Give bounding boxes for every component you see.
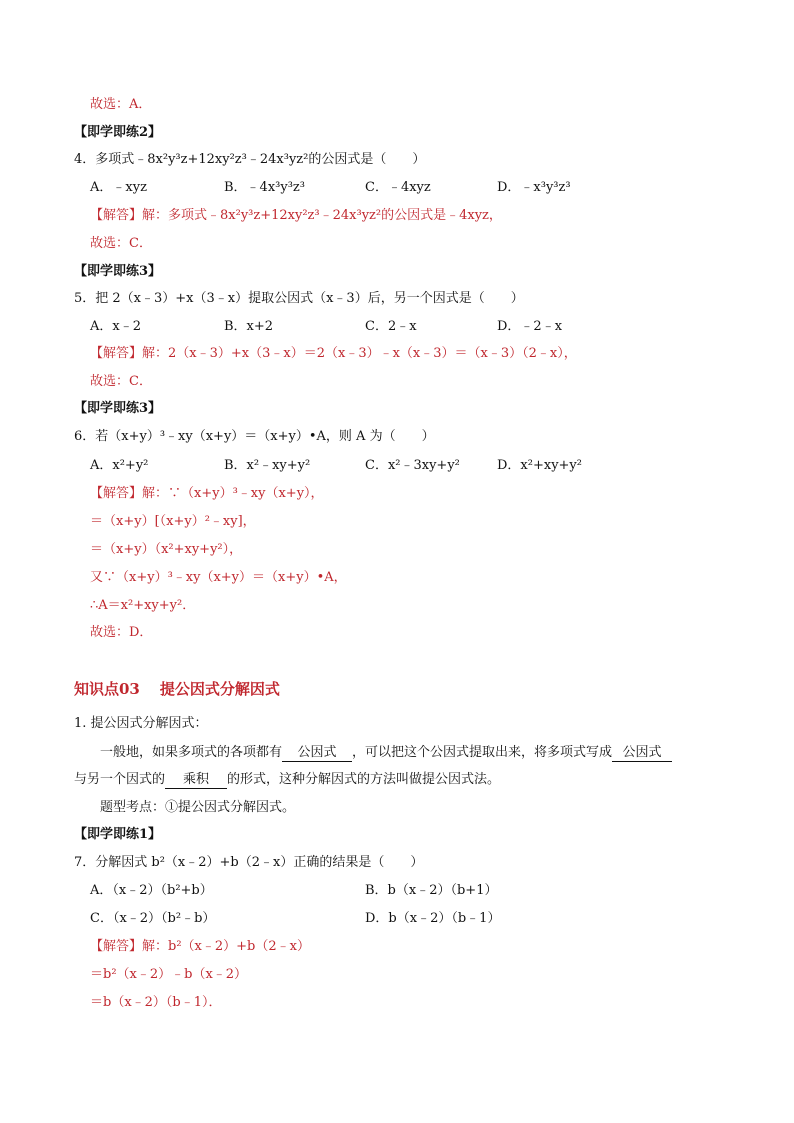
knowledge-text: 一般地，如果多项式的各项都有 [100,745,283,760]
practice-label: 【即学即练3】 [74,401,162,416]
question-7: 7．分解因式 b²（x﹣2）+b（2﹣x）正确的结果是（ ） [74,855,424,870]
knowledge-line-4: 题型考点：①提公因式分解因式。 [100,800,296,815]
knowledge-text: 与另一个因式的 [74,772,166,787]
line-choice-1 [90,96,151,114]
answer-7-line-3: ＝b（x﹣2）（b﹣1）． [90,995,222,1010]
q4-option-a: A．﹣xyz [90,180,147,195]
answer-5-choice [90,373,152,391]
answer-6-line-1 [90,485,324,503]
q5-option-b: B．x+2 [224,319,274,334]
choice-text: 故选：C． [90,374,152,389]
knowledge-line-2 [100,744,672,762]
knowledge-text: 的形式，这种分解因式的方法叫做提公因式法。 [227,772,501,787]
q7-option-a: A．（x﹣2）（b²+b） [90,883,213,898]
answer-7-line-2: ＝b²（x﹣2）﹣b（x﹣2） [90,967,248,982]
answer-tag: 【解答】 [90,939,143,954]
knowledge-line-3 [74,771,500,789]
answer-tag: 【解答】 [90,208,143,223]
blank-common-factor: 公因式 [282,745,352,762]
question-4: 4．多项式﹣8x²y³z+12xy²z³﹣24x³yz²的公因式是（ ） [74,152,426,167]
answer-6-line-4: 又∵（x+y）³﹣xy（x+y）＝（x+y）•A， [90,570,347,585]
answer-text: 解：多项式﹣8x²y³z+12xy²z³﹣24x³yz²的公因式是﹣4xyz， [142,208,502,223]
blank-common-factor-2: 公因式 [612,745,672,762]
answer-tag: 【解答】 [90,486,143,501]
q7-option-b: B．b（x﹣2）（b+1） [365,883,498,898]
q5-option-a: A．x﹣2 [90,319,141,334]
choice-text: 故选：C． [90,236,152,251]
practice-label: 【即学即练1】 [74,827,162,842]
knowledge-item-1: 1. 提公因式分解因式： [74,716,208,731]
answer-6-choice [90,624,152,642]
q6-option-b: B．x²﹣xy+y² [224,458,311,473]
section-number: 知识点03 [74,680,140,698]
practice-label: 【即学即练2】 [74,125,162,140]
question-5: 5．把 2（x﹣3）+x（3﹣x）提取公因式（x﹣3）后，另一个因式是（ ） [74,291,524,306]
question-6: 6．若（x+y）³﹣xy（x+y）＝（x+y）•A，则 A 为（ ） [74,429,435,444]
q5-option-c: C．2﹣x [365,319,417,334]
q5-option-d: D．﹣2﹣x [497,319,563,334]
q6-option-d: D．x²+xy+y² [497,458,582,473]
choice-text: 故选：A． [90,97,152,112]
q6-option-c: C．x²﹣3xy+y² [365,458,460,473]
q4-option-d: D．﹣x³y³z³ [497,180,571,195]
answer-5 [90,345,577,363]
q7-option-d: D．b（x﹣2）（b﹣1） [365,911,501,926]
practice-label: 【即学即练3】 [74,264,162,279]
blank-product: 乘积 [165,772,227,789]
section-heading [74,678,280,700]
choice-text: 故选：D． [90,625,153,640]
answer-tag: 【解答】 [90,346,143,361]
answer-text: 解：b²（x﹣2）+b（2﹣x） [142,939,310,954]
q6-option-a: A．x²+y² [90,458,149,473]
answer-text: 解：∵（x+y）³﹣xy（x+y）， [142,486,324,501]
answer-6-line-2: ＝（x+y）[（x+y）²﹣xy]， [90,514,256,529]
answer-7-line-1 [90,938,310,956]
answer-text: 解：2（x﹣3）+x（3﹣x）＝2（x﹣3）﹣x（x﹣3）＝（x﹣3）（2﹣x）， [142,346,577,361]
section-title: 提公因式分解因式 [159,680,280,698]
answer-6-line-5: ∴A＝x²+xy+y²． [90,598,196,613]
answer-4-choice [90,235,152,253]
q7-option-c: C．（x﹣2）（b²﹣b） [90,911,216,926]
answer-4 [90,207,502,225]
q4-option-c: C．﹣4xyz [365,180,431,195]
q4-option-b: B．﹣4x³y³z³ [224,180,305,195]
knowledge-text: ，可以把这个公因式提取出来，将多项式写成 [352,745,613,760]
answer-6-line-3: ＝（x+y）（x²+xy+y²）， [90,542,243,557]
